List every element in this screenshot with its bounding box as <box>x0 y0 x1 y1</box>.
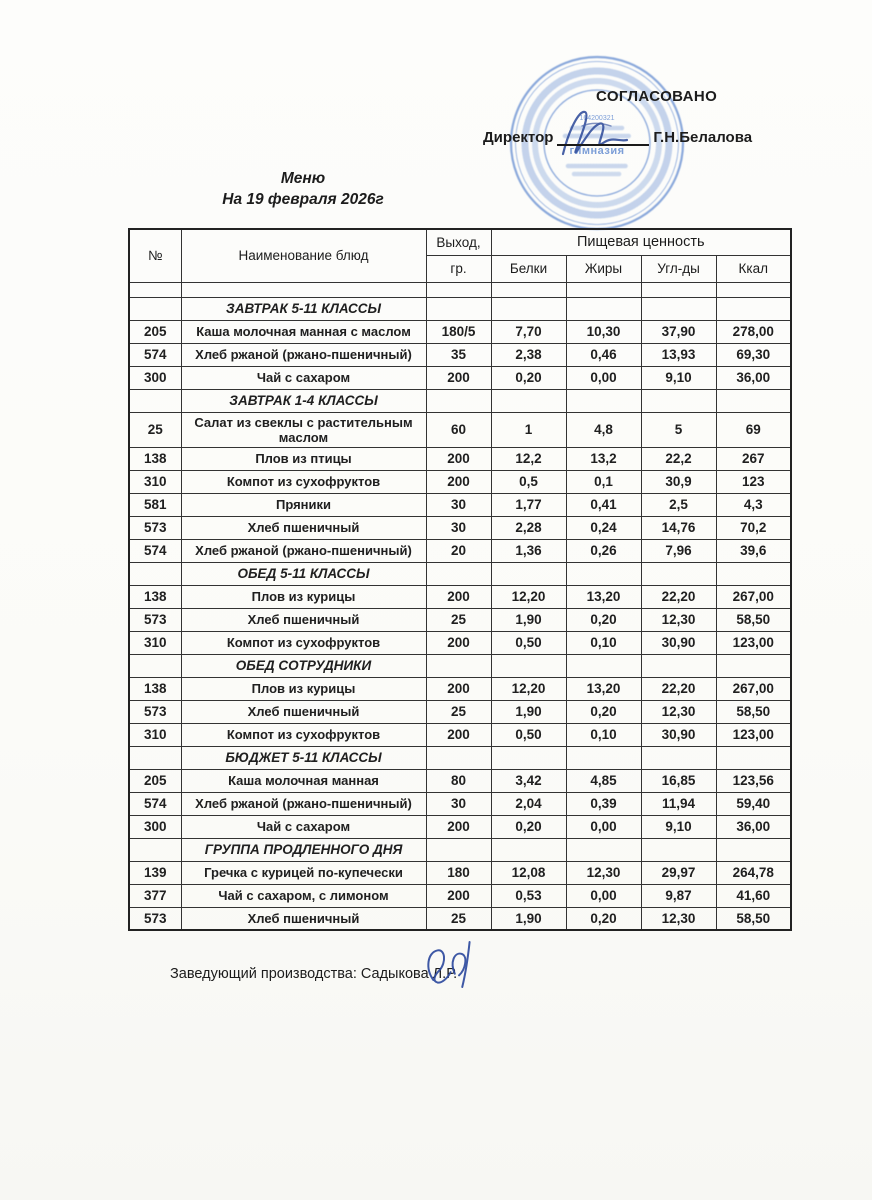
dish-row <box>129 447 791 470</box>
signature-line <box>557 130 649 146</box>
dish-row <box>129 343 791 366</box>
cell-num: 573 <box>129 608 181 631</box>
menu-title-line2: На 19 февраля 2026г <box>222 191 384 208</box>
header-row-1 <box>129 229 791 255</box>
cell-name: Чай с сахаром, с лимоном <box>181 884 426 907</box>
director-line <box>483 129 752 146</box>
cell-fat <box>566 389 641 412</box>
director-name: Г.Н.Белалова <box>653 129 753 146</box>
cell-output: 200 <box>426 884 491 907</box>
cell-num: 574 <box>129 539 181 562</box>
cell-name: Хлеб ржаной (ржано-пшеничный) <box>181 539 426 562</box>
cell-kcal: 264,78 <box>716 861 791 884</box>
cell-protein: 0,5 <box>491 470 566 493</box>
cell-name: ЗАВТРАК 1-4 КЛАССЫ <box>181 389 426 412</box>
cell-fat: 4,8 <box>566 412 641 447</box>
dish-row <box>129 516 791 539</box>
cell-protein: 12,20 <box>491 585 566 608</box>
cell-output: 200 <box>426 470 491 493</box>
cell-fat: 0,1 <box>566 470 641 493</box>
cell-carbs: 29,97 <box>641 861 716 884</box>
cell-carbs: 14,76 <box>641 516 716 539</box>
cell-output <box>426 654 491 677</box>
cell-carbs: 16,85 <box>641 769 716 792</box>
cell-fat <box>566 297 641 320</box>
cell-name: Хлеб ржаной (ржано-пшеничный) <box>181 792 426 815</box>
cell-protein: 2,38 <box>491 343 566 366</box>
cell-carbs: 30,90 <box>641 631 716 654</box>
cell-fat: 0,10 <box>566 631 641 654</box>
dish-row <box>129 366 791 389</box>
cell-kcal: 59,40 <box>716 792 791 815</box>
cell-kcal: 267,00 <box>716 677 791 700</box>
cell-fat <box>566 654 641 677</box>
cell-carbs <box>641 654 716 677</box>
cell-fat: 0,20 <box>566 907 641 930</box>
cell-output <box>426 746 491 769</box>
cell-kcal: 69,30 <box>716 343 791 366</box>
cell-fat: 0,10 <box>566 723 641 746</box>
menu-table-body <box>129 282 791 930</box>
cell-num <box>129 654 181 677</box>
cell-output: 180 <box>426 861 491 884</box>
cell-kcal <box>716 838 791 861</box>
cell-protein: 7,70 <box>491 320 566 343</box>
header-output-line2: гр. <box>426 255 491 282</box>
cell-output: 25 <box>426 700 491 723</box>
cell-protein: 12,2 <box>491 447 566 470</box>
cell-carbs: 9,87 <box>641 884 716 907</box>
cell-carbs: 12,30 <box>641 700 716 723</box>
cell-protein <box>491 297 566 320</box>
spacer-row <box>129 282 791 297</box>
dish-row <box>129 815 791 838</box>
cell-name: Плов из птицы <box>181 447 426 470</box>
cell-fat <box>566 746 641 769</box>
cell-output: 25 <box>426 907 491 930</box>
cell-kcal: 123,56 <box>716 769 791 792</box>
cell-fat <box>566 282 641 297</box>
cell-carbs: 7,96 <box>641 539 716 562</box>
cell-num <box>129 282 181 297</box>
cell-carbs: 9,10 <box>641 366 716 389</box>
cell-name: ЗАВТРАК 5-11 КЛАССЫ <box>181 297 426 320</box>
dish-row <box>129 792 791 815</box>
cell-fat: 0,20 <box>566 608 641 631</box>
cell-carbs: 37,90 <box>641 320 716 343</box>
cell-carbs: 22,20 <box>641 585 716 608</box>
cell-output: 25 <box>426 608 491 631</box>
cell-kcal: 278,00 <box>716 320 791 343</box>
cell-name: Хлеб пшеничный <box>181 700 426 723</box>
cell-kcal: 70,2 <box>716 516 791 539</box>
cell-name: Хлеб пшеничный <box>181 907 426 930</box>
cell-num <box>129 838 181 861</box>
cell-output <box>426 562 491 585</box>
cell-name: Хлеб пшеничный <box>181 516 426 539</box>
cell-fat: 0,26 <box>566 539 641 562</box>
cell-protein: 1,90 <box>491 608 566 631</box>
cell-name: ОБЕД 5-11 КЛАССЫ <box>181 562 426 585</box>
cell-num: 574 <box>129 792 181 815</box>
cell-protein: 1,77 <box>491 493 566 516</box>
cell-protein: 12,20 <box>491 677 566 700</box>
cell-protein: 0,50 <box>491 723 566 746</box>
cell-kcal: 58,50 <box>716 608 791 631</box>
cell-protein <box>491 654 566 677</box>
cell-kcal: 123 <box>716 470 791 493</box>
cell-carbs <box>641 389 716 412</box>
section-row <box>129 838 791 861</box>
dish-row <box>129 700 791 723</box>
stamp-number: 164200321 <box>579 115 615 122</box>
cell-kcal <box>716 282 791 297</box>
section-row <box>129 562 791 585</box>
cell-name: Каша молочная манная с маслом <box>181 320 426 343</box>
cell-protein: 0,20 <box>491 815 566 838</box>
cell-name: ГРУППА ПРОДЛЕННОГО ДНЯ <box>181 838 426 861</box>
cell-carbs <box>641 282 716 297</box>
header-name: Наименование блюд <box>181 229 426 282</box>
cell-kcal <box>716 389 791 412</box>
header-nutrition: Пищевая ценность <box>491 229 791 255</box>
cell-num: 205 <box>129 320 181 343</box>
cell-protein <box>491 838 566 861</box>
cell-kcal: 36,00 <box>716 815 791 838</box>
dish-row <box>129 861 791 884</box>
cell-kcal: 267 <box>716 447 791 470</box>
cell-protein: 3,42 <box>491 769 566 792</box>
cell-name: Гречка с курицей по-купечески <box>181 861 426 884</box>
cell-num: 205 <box>129 769 181 792</box>
dish-row <box>129 585 791 608</box>
cell-num: 573 <box>129 700 181 723</box>
dish-row <box>129 412 791 447</box>
dish-row <box>129 677 791 700</box>
cell-output: 200 <box>426 631 491 654</box>
cell-fat: 0,39 <box>566 792 641 815</box>
approved-label: СОГЛАСОВАНО <box>596 88 718 105</box>
production-manager-line: Заведующий производства: Садыкова Л.Р. <box>170 966 458 982</box>
cell-kcal: 123,00 <box>716 631 791 654</box>
header-kcal: Ккал <box>716 255 791 282</box>
cell-protein: 0,50 <box>491 631 566 654</box>
cell-output: 60 <box>426 412 491 447</box>
menu-title-line1: Меню <box>280 170 326 187</box>
stamp-center-text: гимназия <box>569 145 625 157</box>
cell-carbs <box>641 838 716 861</box>
cell-fat: 12,30 <box>566 861 641 884</box>
dish-row <box>129 907 791 930</box>
cell-kcal: 58,50 <box>716 907 791 930</box>
cell-carbs: 30,9 <box>641 470 716 493</box>
cell-output: 200 <box>426 815 491 838</box>
cell-output <box>426 282 491 297</box>
cell-carbs: 22,20 <box>641 677 716 700</box>
dish-row <box>129 723 791 746</box>
cell-kcal: 36,00 <box>716 366 791 389</box>
section-row <box>129 654 791 677</box>
director-label: Директор <box>483 129 554 146</box>
cell-num: 310 <box>129 470 181 493</box>
dish-row <box>129 539 791 562</box>
cell-name: Хлеб пшеничный <box>181 608 426 631</box>
dish-row <box>129 493 791 516</box>
cell-num: 25 <box>129 412 181 447</box>
cell-fat: 0,20 <box>566 700 641 723</box>
header-output-line1: Выход, <box>426 229 491 255</box>
menu-table-header <box>129 229 791 282</box>
cell-carbs: 2,5 <box>641 493 716 516</box>
cell-num: 573 <box>129 516 181 539</box>
cell-num <box>129 297 181 320</box>
cell-protein: 1,36 <box>491 539 566 562</box>
cell-name: Каша молочная манная <box>181 769 426 792</box>
cell-carbs <box>641 562 716 585</box>
cell-protein: 0,53 <box>491 884 566 907</box>
cell-name: Плов из курицы <box>181 677 426 700</box>
cell-fat: 0,00 <box>566 366 641 389</box>
cell-fat: 13,20 <box>566 677 641 700</box>
dish-row <box>129 631 791 654</box>
cell-carbs: 9,10 <box>641 815 716 838</box>
cell-fat: 4,85 <box>566 769 641 792</box>
cell-num: 310 <box>129 723 181 746</box>
cell-output: 80 <box>426 769 491 792</box>
cell-carbs: 30,90 <box>641 723 716 746</box>
cell-output <box>426 297 491 320</box>
cell-output <box>426 838 491 861</box>
cell-name: Салат из свеклы с растительным маслом <box>181 412 426 447</box>
cell-kcal <box>716 746 791 769</box>
cell-num: 138 <box>129 677 181 700</box>
cell-output: 35 <box>426 343 491 366</box>
cell-output: 30 <box>426 792 491 815</box>
cell-output: 200 <box>426 585 491 608</box>
cell-protein: 2,04 <box>491 792 566 815</box>
cell-num: 138 <box>129 585 181 608</box>
cell-output: 200 <box>426 723 491 746</box>
header-carbs: Угл-ды <box>641 255 716 282</box>
cell-carbs: 5 <box>641 412 716 447</box>
cell-carbs: 12,30 <box>641 907 716 930</box>
cell-output: 200 <box>426 447 491 470</box>
cell-num: 310 <box>129 631 181 654</box>
cell-fat: 0,46 <box>566 343 641 366</box>
cell-output <box>426 389 491 412</box>
cell-num: 581 <box>129 493 181 516</box>
header-num: № <box>129 229 181 282</box>
cell-protein: 2,28 <box>491 516 566 539</box>
cell-output: 200 <box>426 677 491 700</box>
cell-fat: 0,00 <box>566 884 641 907</box>
cell-num: 377 <box>129 884 181 907</box>
cell-num: 300 <box>129 815 181 838</box>
menu-table <box>128 228 792 931</box>
cell-protein <box>491 282 566 297</box>
cell-kcal: 123,00 <box>716 723 791 746</box>
cell-name: Компот из сухофруктов <box>181 631 426 654</box>
cell-protein <box>491 746 566 769</box>
cell-kcal <box>716 297 791 320</box>
header-protein: Белки <box>491 255 566 282</box>
cell-carbs: 22,2 <box>641 447 716 470</box>
cell-name: БЮДЖЕТ 5-11 КЛАССЫ <box>181 746 426 769</box>
cell-num: 300 <box>129 366 181 389</box>
cell-output: 200 <box>426 366 491 389</box>
cell-output: 180/5 <box>426 320 491 343</box>
cell-num: 138 <box>129 447 181 470</box>
cell-name: Хлеб ржаной (ржано-пшеничный) <box>181 343 426 366</box>
cell-output: 20 <box>426 539 491 562</box>
cell-output: 30 <box>426 493 491 516</box>
cell-protein: 1,90 <box>491 700 566 723</box>
cell-output: 30 <box>426 516 491 539</box>
cell-kcal <box>716 654 791 677</box>
cell-kcal: 41,60 <box>716 884 791 907</box>
dish-row <box>129 320 791 343</box>
cell-fat <box>566 562 641 585</box>
cell-name <box>181 282 426 297</box>
cell-kcal <box>716 562 791 585</box>
cell-fat: 0,00 <box>566 815 641 838</box>
cell-name: Пряники <box>181 493 426 516</box>
cell-fat: 13,20 <box>566 585 641 608</box>
cell-kcal: 267,00 <box>716 585 791 608</box>
cell-kcal: 69 <box>716 412 791 447</box>
cell-kcal: 58,50 <box>716 700 791 723</box>
cell-name: Чай с сахаром <box>181 366 426 389</box>
dish-row <box>129 884 791 907</box>
cell-num: 574 <box>129 343 181 366</box>
cell-num <box>129 562 181 585</box>
cell-fat: 13,2 <box>566 447 641 470</box>
cell-fat: 10,30 <box>566 320 641 343</box>
cell-name: Плов из курицы <box>181 585 426 608</box>
section-row <box>129 389 791 412</box>
dish-row <box>129 608 791 631</box>
menu-title <box>208 168 398 210</box>
cell-num: 573 <box>129 907 181 930</box>
cell-num <box>129 746 181 769</box>
cell-carbs: 12,30 <box>641 608 716 631</box>
cell-name: Чай с сахаром <box>181 815 426 838</box>
cell-protein <box>491 389 566 412</box>
cell-protein: 1,90 <box>491 907 566 930</box>
cell-kcal: 39,6 <box>716 539 791 562</box>
cell-fat: 0,24 <box>566 516 641 539</box>
cell-num: 139 <box>129 861 181 884</box>
dish-row <box>129 769 791 792</box>
cell-protein: 0,20 <box>491 366 566 389</box>
cell-carbs: 13,93 <box>641 343 716 366</box>
cell-carbs <box>641 746 716 769</box>
cell-carbs: 11,94 <box>641 792 716 815</box>
cell-protein: 12,08 <box>491 861 566 884</box>
cell-carbs <box>641 297 716 320</box>
section-row <box>129 746 791 769</box>
header-fat: Жиры <box>566 255 641 282</box>
cell-num <box>129 389 181 412</box>
cell-protein <box>491 562 566 585</box>
cell-fat <box>566 838 641 861</box>
cell-kcal: 4,3 <box>716 493 791 516</box>
cell-name: Компот из сухофруктов <box>181 723 426 746</box>
cell-name: ОБЕД СОТРУДНИКИ <box>181 654 426 677</box>
dish-row <box>129 470 791 493</box>
production-manager-signature <box>417 935 487 997</box>
section-row <box>129 297 791 320</box>
cell-name: Компот из сухофруктов <box>181 470 426 493</box>
cell-protein: 1 <box>491 412 566 447</box>
cell-fat: 0,41 <box>566 493 641 516</box>
